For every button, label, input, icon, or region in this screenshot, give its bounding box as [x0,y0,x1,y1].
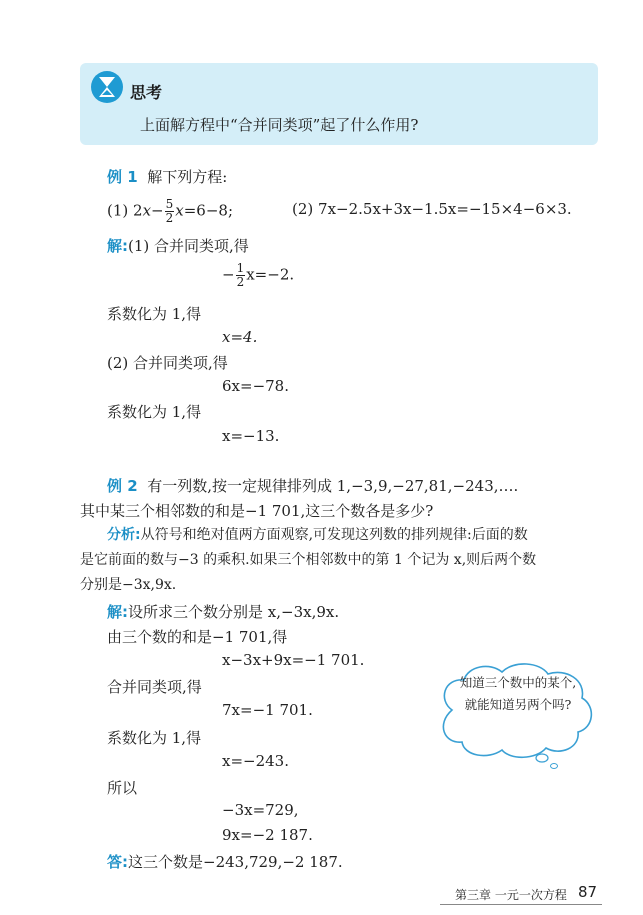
example-1-problem-2 [292,200,572,218]
fraction-denominator: 2 [165,211,174,225]
example-1-equation-1 [222,262,294,289]
example-2-line-2: 其中某三个相邻数的和是−1 701,这三个数各是多少? [80,502,434,520]
problem-1-var-2: x [175,201,184,220]
example-1-equation-3: 6x=−78. [222,377,289,395]
example-2-equation-5: 9x=−2 187. [222,826,313,844]
example-1-problem-1 [107,198,233,225]
equation-tail: x=−2. [246,265,295,284]
example-1-prompt: 解下列方程: [147,168,228,186]
example-2-step-5: 所以 [107,779,138,797]
example-1-step-4: 系数化为 1,得 [107,403,202,421]
example-2-text-1: 有一列数,按一定规律排列成 1,−3,9,−27,81,−243,…. [147,477,519,495]
analysis-line-1 [107,524,528,544]
example-2-equation-4: −3x=729, [222,801,299,819]
solution-label: 解: [107,603,128,621]
answer-text: 这三个数是−243,729,−2 187. [128,853,343,871]
example-2-step-3: 合并同类项,得 [107,678,202,696]
problem-1-tag: (1) [107,201,129,220]
example-1-header [107,166,227,187]
fraction-numerator: 5 [165,197,174,211]
equation-minus: − [222,265,235,284]
fraction-5-2 [165,198,175,225]
solution-text: (1) 合并同类项,得 [128,237,249,255]
thought-cloud-text: 知道三个数中的某个,就能知道另两个吗? [459,675,577,712]
page-number: 87 [578,883,598,901]
think-title: 思考 [130,83,163,102]
answer-label: 答: [107,853,128,871]
example-2-equation-3: x=−243. [222,752,289,770]
example-1-solution-step-1 [107,235,249,256]
example-2-step-2: 由三个数的和是−1 701,得 [107,628,288,646]
think-question: 上面解方程中“合并同类项”起了什么作用? [140,116,419,134]
fraction-denominator: 2 [236,275,245,289]
analysis-text-1: 从符号和绝对值两方面观察,可发现这列数的排列规律:后面的数 [140,527,528,543]
example-1-step-2: 系数化为 1,得 [107,305,202,323]
hourglass-icon [90,70,124,104]
solution-label: 解: [107,237,128,255]
solution-text: 设所求三个数分别是 x,−3x,9x. [128,603,340,621]
example-2-equation-2: 7x=−1 701. [222,701,313,719]
example-1-equation-2: x=4. [222,328,258,346]
example-1-equation-4: x=−13. [222,427,280,445]
example-2-label: 例 2 [107,477,138,495]
example-2-solution-step-1 [107,601,339,622]
example-2-equation-1: x−3x+9x=−1 701. [222,651,365,669]
problem-1-var: x [142,201,152,220]
example-2-line-1 [107,475,518,496]
problem-1-tail: =6−8; [183,201,234,220]
analysis-line-3: 分别是−3x,9x. [80,577,177,593]
problem-1-coef: 2 [133,201,143,220]
problem-2-tag: (2) [292,200,314,218]
example-1-step-3: (2) 合并同类项,得 [107,354,228,372]
example-2-answer [107,851,343,872]
example-1-label: 例 1 [107,168,138,186]
problem-2-equation: 7x−2.5x+3x−1.5x=−15×4−6×3. [318,200,572,218]
footer-rule [440,904,602,905]
footer-chapter: 第三章 一元一次方程 [455,888,567,902]
analysis-label: 分析: [107,527,141,543]
problem-1-minus: − [151,201,164,220]
example-2-step-4: 系数化为 1,得 [107,729,202,747]
fraction-numerator: 1 [236,261,245,275]
analysis-line-2: 是它前面的数与−3 的乘积.如果三个相邻数中的第 1 个记为 x,则后两个数 [80,552,537,568]
fraction-1-2 [236,262,246,289]
